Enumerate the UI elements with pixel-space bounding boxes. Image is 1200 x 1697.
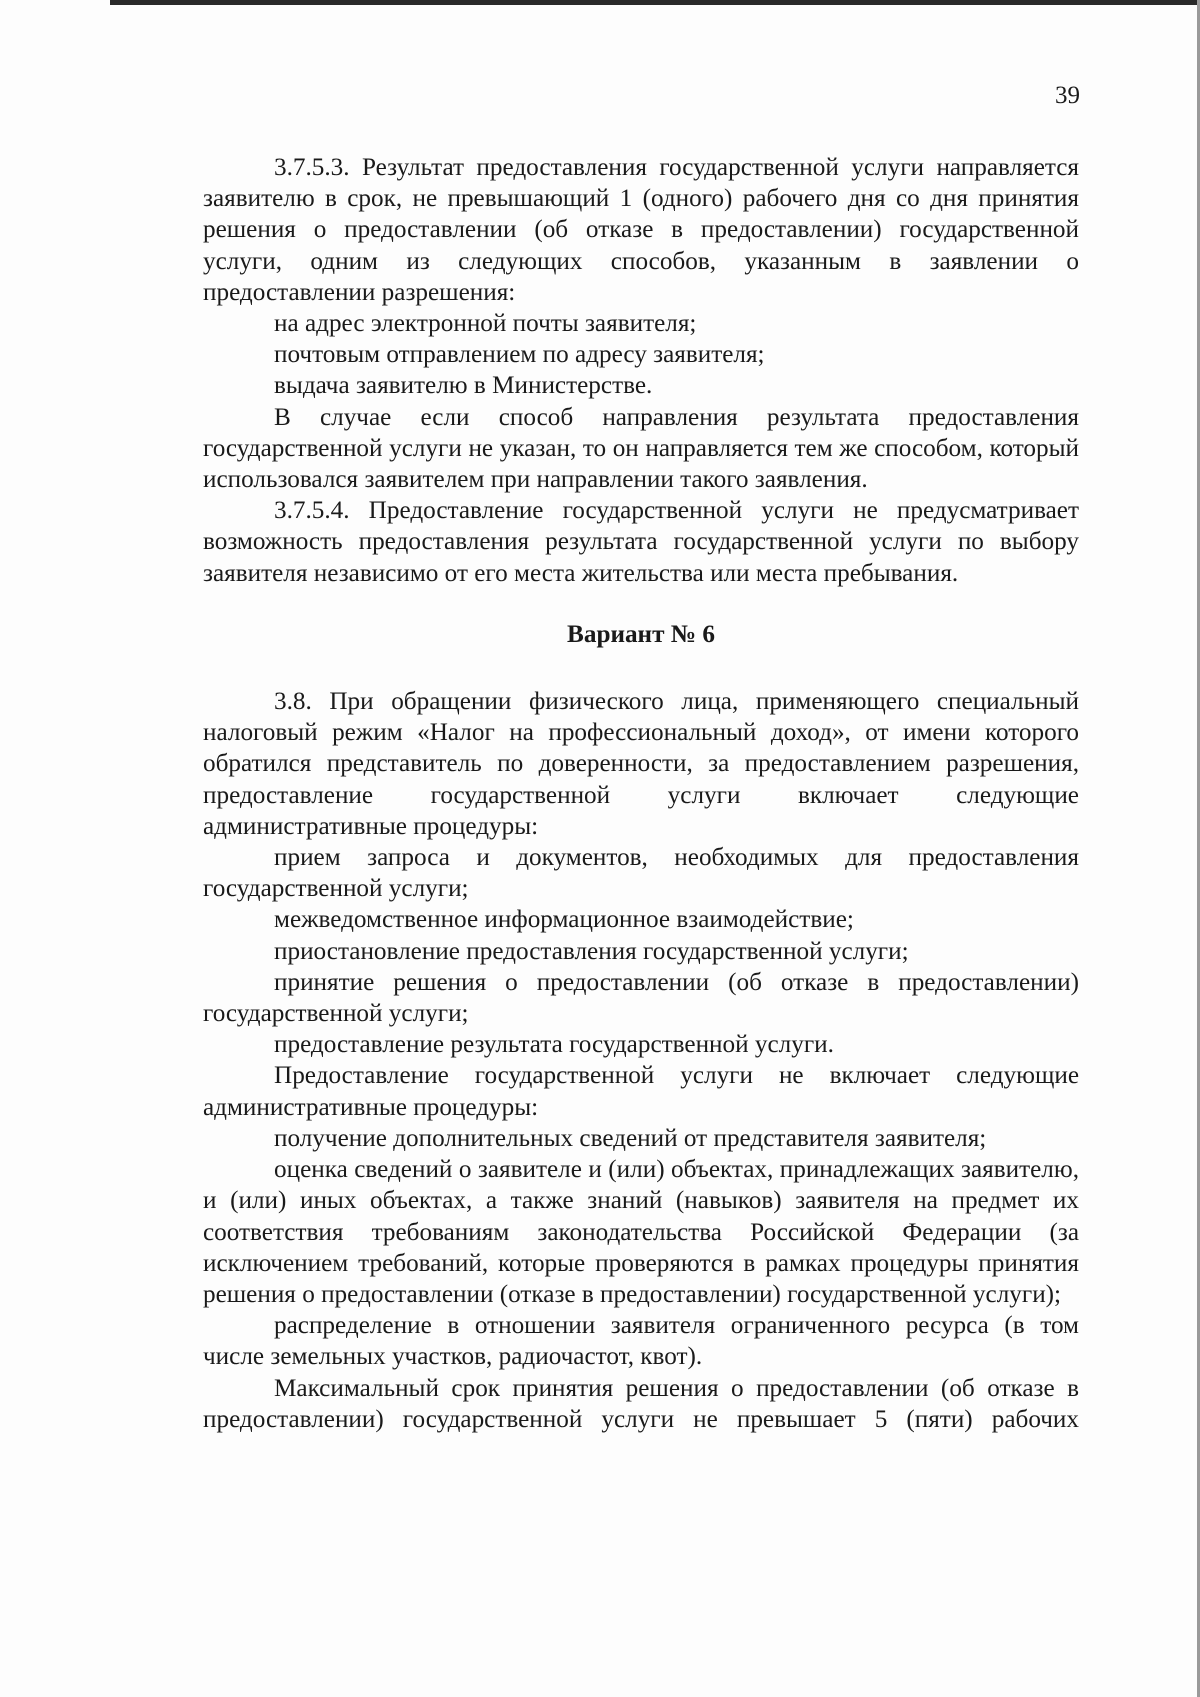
list-item-interagency: межведомственное информационное взаимодействие; [274, 906, 854, 934]
document-body [203, 152, 1079, 1435]
paragraph-max-term: Максимальный срок принятия решения о предоставлении (об отказе в предоставлении) государственной услуги не превышает 5 (пяти) рабочих [203, 1374, 1079, 1433]
list-item-ministry: выдача заявителю в Министерстве. [274, 372, 653, 400]
list-item-post: почтовым отправлением по адресу заявителя; [274, 341, 765, 369]
list-item-result: предоставление результата государственной услуги. [274, 1031, 834, 1059]
list-item-email: на адрес электронной почты заявителя; [274, 310, 697, 338]
page-number: 39 [1055, 82, 1080, 109]
section-heading: Вариант № 6 [567, 620, 715, 648]
list-item-additional-info: получение дополнительных сведений от представителя заявителя; [274, 1124, 987, 1152]
list-item-request-reception: прием запроса и документов, необходимых для предоставления государственной услуги; [203, 844, 1079, 903]
list-item-resource-distribution: распределение в отношении заявителя ограниченного ресурса (в том числе земельных участков, радиочастот, квот). [203, 1312, 1079, 1371]
paragraph-3-7-5-4: 3.7.5.4. Предоставление государственной услуги не предусматривает возможность предоставления результата государственной услуги по выбору заявителя независимо от его места жительства или места пребывания. [203, 497, 1079, 587]
paragraph-3-7-5-3: 3.7.5.3. Результат предоставления государственной услуги направляется заявителю в срок, не превышающий 1 (одного) рабочего дня со дня принятия решения о предоставлении (об отказе в предоставлении) государственной услуги, одним из следующих способов, указанным в заявлении о предоставлении разрешения: [203, 154, 1079, 306]
scan-top-edge [110, 0, 1200, 5]
list-item-decision: принятие решения о предоставлении (об отказе в предоставлении) государственной услуги; [203, 968, 1079, 1028]
list-item-suspension: приостановление предоставления государственной услуги; [274, 937, 909, 965]
paragraph-method-not-specified: В случае если способ направления результата предоставления государственной услуги не указан, то он направляется тем же способом, который использовался заявителем при направлении такого заявления. [203, 403, 1079, 494]
list-item-assessment: оценка сведений о заявителе и (или) объектах, принадлежащих заявителю, и (или) иных объектах, а также знаний (навыков) заявителя на предмет их соответствия требованиям законодательства Российской Федерации (за исключением требований, которые проверяются в рамках процедуры принятия решения о предоставлении (отказе в предоставлении) государственной услуги); [203, 1156, 1079, 1308]
paragraph-3-8: 3.8. При обращении физического лица, применяющего специальный налоговый режим «Налог на профессиональный доход», от имени которого обратился представитель по доверенности, за предоставлением разрешения, предоставление государственной услуги включает следующие административные процедуры: [203, 688, 1079, 840]
paragraph-not-included: Предоставление государственной услуги не включает следующие административные процедуры: [203, 1062, 1079, 1121]
